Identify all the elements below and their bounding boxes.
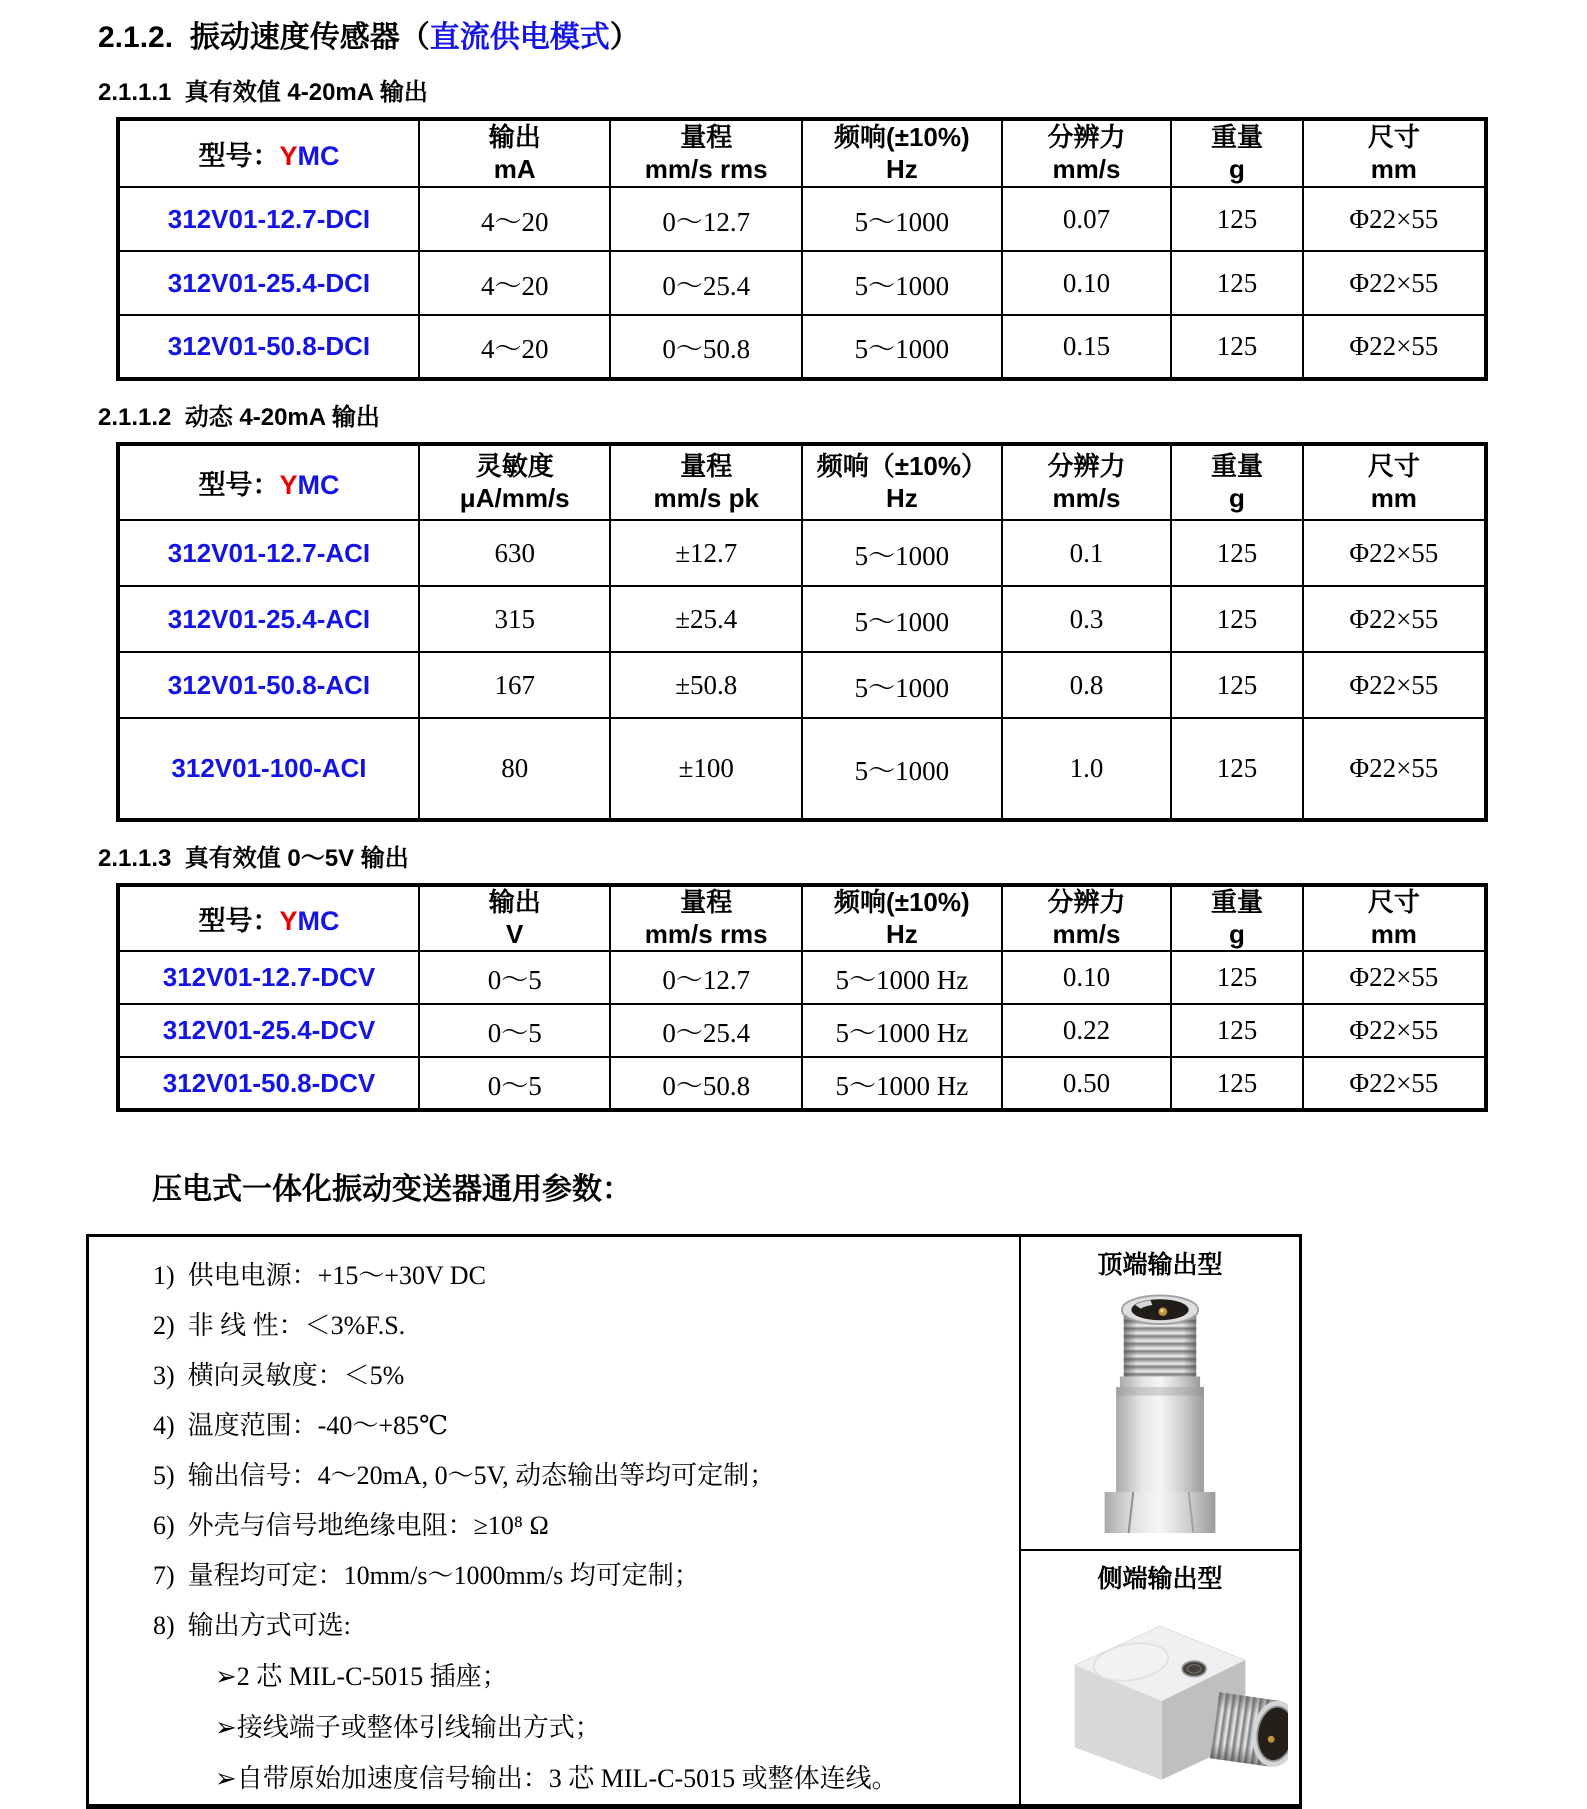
column-header-resolution [1002, 885, 1172, 951]
model-label: 型号： [198, 470, 280, 500]
column-header-resolution [1002, 119, 1172, 187]
title-text: 2.1.2. 振动速度传感器（ [98, 21, 430, 54]
title-suffix: ） [609, 21, 640, 54]
value-cell: 630 [419, 520, 611, 586]
value-cell: Φ22×55 [1303, 520, 1486, 586]
model-cell: 312V01-50.8-ACI [118, 652, 419, 718]
value-cell: ±50.8 [610, 652, 802, 718]
column-name: 重量 [1210, 451, 1263, 482]
table-row [118, 652, 1486, 718]
column-unit: mm/s pk [653, 482, 759, 513]
column-name: 尺寸 [1367, 122, 1420, 153]
value-cell: 5～1000 Hz [802, 951, 1002, 1004]
column-name: 输出 [488, 887, 541, 918]
top-output-section [1021, 1237, 1299, 1549]
spec-table-rms-4-20ma [116, 117, 1488, 381]
value-cell: 4～20 [419, 251, 611, 315]
value-cell: Φ22×55 [1303, 187, 1486, 251]
page-title [98, 12, 1587, 56]
sensor-images-panel [1021, 1237, 1299, 1804]
value-cell: 5～1000 Hz [802, 1057, 1002, 1110]
param-item-transverse-sensitivity: 3) 横向灵敏度：＜5% [153, 1361, 405, 1390]
table-row [118, 718, 1486, 820]
value-cell: ±12.7 [610, 520, 802, 586]
value-cell: 125 [1171, 520, 1302, 586]
value-cell: Φ22×55 [1303, 1004, 1486, 1057]
value-cell: 5～1000 [802, 187, 1002, 251]
value-cell: ±25.4 [610, 586, 802, 652]
value-cell: 0.15 [1002, 315, 1172, 379]
column-name: 频响(±10%) [834, 887, 970, 918]
value-cell: Φ22×55 [1303, 315, 1486, 379]
value-cell: 0.22 [1002, 1004, 1172, 1057]
params-list [89, 1237, 1021, 1804]
model-label: 型号： [198, 141, 280, 171]
column-name: 量程 [680, 122, 733, 153]
column-header-freq [802, 885, 1002, 951]
column-unit: μA/mm/s [459, 482, 570, 513]
table-row [118, 1057, 1486, 1110]
column-unit: mm [1370, 153, 1417, 184]
column-header-size [1303, 119, 1486, 187]
column-name: 分辨力 [1047, 887, 1126, 918]
value-cell: ±100 [610, 718, 802, 820]
spec-table-dynamic-4-20ma [116, 442, 1488, 822]
model-cell: 312V01-12.7-DCV [118, 951, 419, 1004]
column-unit: mm/s [1052, 482, 1121, 513]
side-output-section [1021, 1549, 1299, 1804]
value-cell: 0～5 [419, 1004, 611, 1057]
column-header-weight [1171, 119, 1302, 187]
value-cell: 0.10 [1002, 251, 1172, 315]
param-bullet-raw-signal: ➢自带原始加速度信号输出：3 芯 MIL-C-5015 或整体连线。 [215, 1764, 898, 1793]
column-header-freq [802, 444, 1002, 520]
brand-letter-y: Y [279, 141, 298, 171]
brand-letter-y: Y [279, 906, 298, 936]
value-cell: 5～1000 [802, 315, 1002, 379]
side-output-label: 侧端输出型 [1097, 1565, 1223, 1593]
model-cell: 312V01-50.8-DCV [118, 1057, 419, 1110]
param-item-insulation-resistance: 6) 外壳与信号地绝缘电阻：≥10⁸ Ω [153, 1511, 549, 1540]
value-cell: 4～20 [419, 187, 611, 251]
column-header-output [419, 885, 611, 951]
column-name: 灵敏度 [475, 451, 554, 482]
value-cell: 5～1000 [802, 586, 1002, 652]
value-cell: 125 [1171, 652, 1302, 718]
title-highlight: 直流供电模式 [429, 21, 610, 54]
value-cell: 0～12.7 [610, 187, 802, 251]
table-row [118, 315, 1486, 379]
column-header-weight [1171, 444, 1302, 520]
table-row [118, 951, 1486, 1004]
column-unit: mm/s rms [644, 918, 768, 949]
value-cell: 125 [1171, 315, 1302, 379]
value-cell: 125 [1171, 951, 1302, 1004]
column-header-range [610, 885, 802, 951]
table-header-row [118, 885, 1486, 951]
param-item-range-custom: 7) 量程均可定：10mm/s～1000mm/s 均可定制； [153, 1561, 700, 1590]
column-name: 分辨力 [1047, 122, 1126, 153]
column-name: 量程 [680, 451, 733, 482]
value-cell: 80 [419, 718, 611, 820]
brand-letters-mc: MC [297, 470, 340, 500]
value-cell: 125 [1171, 718, 1302, 820]
param-item-nonlinearity: 2) 非 线 性：＜3%F.S. [153, 1311, 406, 1340]
value-cell: 5～1000 [802, 718, 1002, 820]
value-cell: Φ22×55 [1303, 951, 1486, 1004]
model-cell: 312V01-25.4-ACI [118, 586, 419, 652]
column-unit: mm/s [1052, 153, 1121, 184]
spec-table-rms-0-5v [116, 883, 1488, 1112]
side-output-sensor-image [1032, 1597, 1288, 1785]
column-unit: g [1229, 918, 1245, 949]
table-header-row [118, 444, 1486, 520]
value-cell: Φ22×55 [1303, 652, 1486, 718]
column-unit: mm [1370, 918, 1417, 949]
param-item-output-signal: 5) 输出信号：4～20mA, 0～5V, 动态输出等均可定制； [153, 1461, 776, 1490]
section-heading-rms-4-20ma: 2.1.1.1 真有效值 4-20mA 输出 [98, 79, 428, 106]
value-cell: 0～25.4 [610, 1004, 802, 1057]
top-output-sensor-image [1074, 1283, 1246, 1533]
value-cell: Φ22×55 [1303, 251, 1486, 315]
column-name: 重量 [1210, 122, 1263, 153]
column-header-sensitivity [419, 444, 611, 520]
value-cell: 5～1000 [802, 652, 1002, 718]
column-unit: mm/s rms [644, 153, 768, 184]
value-cell: 125 [1171, 586, 1302, 652]
general-params-heading: 压电式一体化振动变送器通用参数： [152, 1173, 632, 1206]
column-name: 频响(±10%) [834, 122, 970, 153]
column-name: 频响（±10%） [816, 451, 987, 482]
column-unit: Hz [885, 482, 918, 513]
value-cell: 0.07 [1002, 187, 1172, 251]
value-cell: 0.8 [1002, 652, 1172, 718]
column-header-freq [802, 119, 1002, 187]
value-cell: 0～5 [419, 951, 611, 1004]
column-header-size [1303, 885, 1486, 951]
column-name: 分辨力 [1047, 451, 1126, 482]
brand-letter-y: Y [279, 470, 298, 500]
column-name: 量程 [680, 887, 733, 918]
column-name: 输出 [488, 122, 541, 153]
model-label: 型号： [198, 906, 280, 936]
model-column-header [118, 444, 419, 520]
table-row [118, 520, 1486, 586]
column-unit: g [1229, 153, 1245, 184]
value-cell: 0～50.8 [610, 315, 802, 379]
brand-letters-mc: MC [297, 141, 340, 171]
value-cell: 0.50 [1002, 1057, 1172, 1110]
column-unit: Hz [885, 918, 918, 949]
table-row [118, 1004, 1486, 1057]
section-heading-rms-0-5v: 2.1.1.3 真有效值 0～5V 输出 [98, 845, 409, 872]
column-name: 尺寸 [1367, 887, 1420, 918]
table-row [118, 251, 1486, 315]
model-cell: 312V01-50.8-DCI [118, 315, 419, 379]
column-unit: Hz [885, 153, 918, 184]
value-cell: 5～1000 Hz [802, 1004, 1002, 1057]
value-cell: 0.1 [1002, 520, 1172, 586]
model-cell: 312V01-100-ACI [118, 718, 419, 820]
value-cell: 1.0 [1002, 718, 1172, 820]
column-unit: mm [1370, 482, 1417, 513]
value-cell: Φ22×55 [1303, 718, 1486, 820]
model-cell: 312V01-12.7-DCI [118, 187, 419, 251]
column-unit: V [506, 918, 524, 949]
value-cell: 4～20 [419, 315, 611, 379]
column-header-size [1303, 444, 1486, 520]
model-column-header [118, 119, 419, 187]
param-bullet-connector: ➢2 芯 MIL-C-5015 插座； [215, 1662, 508, 1691]
value-cell: 0～25.4 [610, 251, 802, 315]
section-heading-dynamic-4-20ma: 2.1.1.2 动态 4-20mA 输出 [98, 404, 380, 431]
column-unit: g [1229, 482, 1245, 513]
column-name: 重量 [1210, 887, 1263, 918]
column-header-range [610, 444, 802, 520]
value-cell: 0～50.8 [610, 1057, 802, 1110]
general-params-panel [86, 1234, 1302, 1809]
table-row [118, 586, 1486, 652]
model-cell: 312V01-12.7-ACI [118, 520, 419, 586]
column-header-range [610, 119, 802, 187]
brand-letters-mc: MC [297, 906, 340, 936]
param-item-power: 1) 供电电源：+15～+30V DC [153, 1261, 486, 1290]
column-name: 尺寸 [1367, 451, 1420, 482]
model-cell: 312V01-25.4-DCI [118, 251, 419, 315]
column-header-weight [1171, 885, 1302, 951]
value-cell: 125 [1171, 251, 1302, 315]
value-cell: 125 [1171, 1004, 1302, 1057]
value-cell: 125 [1171, 187, 1302, 251]
value-cell: 315 [419, 586, 611, 652]
value-cell: 5～1000 [802, 251, 1002, 315]
param-item-output-options: 8) 输出方式可选: [153, 1611, 351, 1640]
model-cell: 312V01-25.4-DCV [118, 1004, 419, 1057]
value-cell: 167 [419, 652, 611, 718]
table-row [118, 187, 1486, 251]
param-bullet-terminal: ➢接线端子或整体引线输出方式； [215, 1713, 601, 1742]
value-cell: 0～5 [419, 1057, 611, 1110]
value-cell: Φ22×55 [1303, 586, 1486, 652]
value-cell: 0.3 [1002, 586, 1172, 652]
value-cell: 0.10 [1002, 951, 1172, 1004]
value-cell: 125 [1171, 1057, 1302, 1110]
value-cell: Φ22×55 [1303, 1057, 1486, 1110]
column-unit: mA [493, 153, 536, 184]
top-output-label: 顶端输出型 [1097, 1251, 1223, 1279]
param-item-temperature-range: 4) 温度范围：-40～+85℃ [153, 1411, 449, 1440]
column-header-output [419, 119, 611, 187]
model-column-header [118, 885, 419, 951]
column-unit: mm/s [1052, 918, 1121, 949]
value-cell: 0～12.7 [610, 951, 802, 1004]
table-header-row [118, 119, 1486, 187]
value-cell: 5～1000 [802, 520, 1002, 586]
column-header-resolution [1002, 444, 1172, 520]
